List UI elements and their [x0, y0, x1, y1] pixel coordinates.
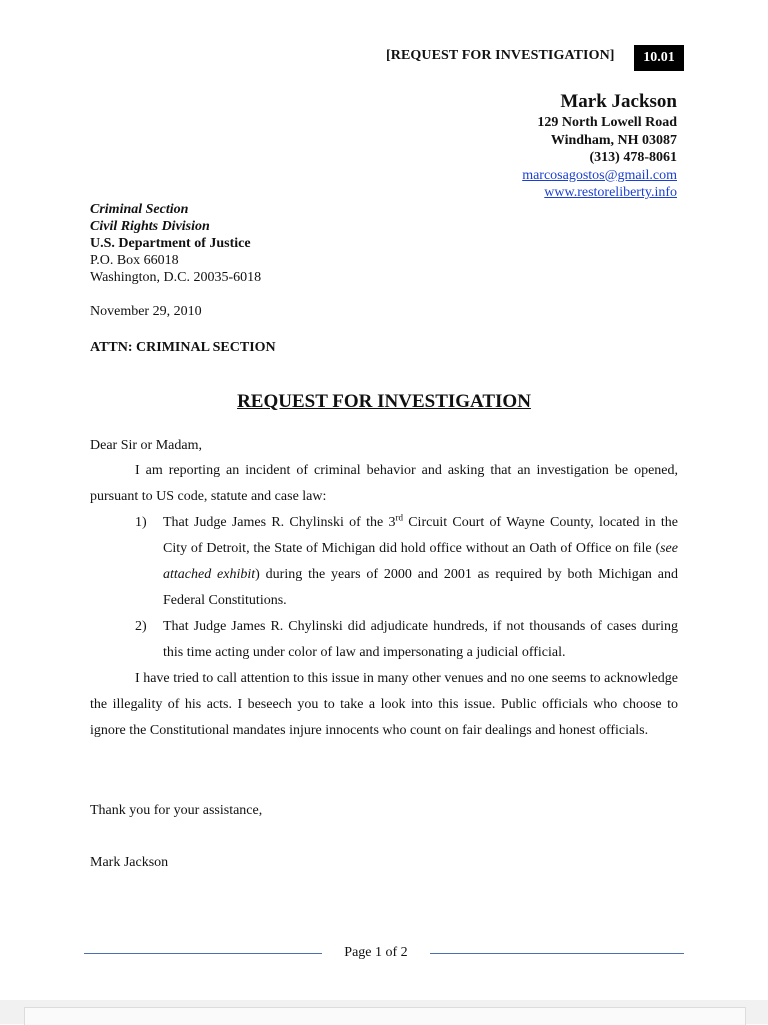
recipient-section: Criminal Section [90, 202, 189, 217]
list-item-number: 2) [135, 619, 147, 634]
recipient-city: Washington, D.C. 20035-6018 [90, 270, 262, 285]
recipient-division: Civil Rights Division [90, 219, 210, 234]
opening-paragraph: I am reporting an incident of criminal behavior and asking that an investigation be opened, pursuant to US code, statute and case law: [90, 463, 678, 504]
ordinal-suffix: rd [395, 512, 403, 523]
section-number-badge: 10.01 [634, 45, 684, 71]
footer-rule-left [84, 953, 322, 954]
list-item-number: 1) [135, 515, 147, 530]
list-item-text-middle: Circuit Court of Wayne County, located in the City of Detroit, the State of Michigan did hold office without an Oath of Office on file ( [163, 515, 679, 556]
allegations-list [90, 510, 678, 666]
letter-title: REQUEST FOR INVESTIGATION [237, 391, 531, 412]
sender-email-link[interactable]: marcosagostos@gmail.com [522, 167, 677, 183]
salutation: Dear Sir or Madam, [90, 438, 202, 453]
sender-name: Mark Jackson [560, 91, 677, 112]
list-item [90, 614, 678, 666]
signature-name: Mark Jackson [90, 855, 169, 870]
list-item-text-end: ) during the years of 2000 and 2001 as required by both Michigan and Federal Constitutions. [163, 567, 678, 608]
page-number: Page 1 of 2 [344, 945, 408, 960]
attention-line: ATTN: CRIMINAL SECTION [90, 340, 276, 355]
recipient-address-block [90, 201, 261, 286]
exhibit-reference: see attached exhibit [163, 541, 678, 582]
header-title: [REQUEST FOR INVESTIGATION] [386, 48, 615, 63]
footer-rule-right [430, 953, 684, 954]
list-item [90, 510, 678, 614]
sender-website-link[interactable]: www.restoreliberty.info [544, 185, 677, 200]
list-item-text: That Judge James R. Chylinski did adjudicate hundreds, if not thousands of cases during this time acting under color of law and impersonating a judicial official. [163, 619, 678, 660]
list-item-text-start: That Judge James R. Chylinski of the 3 [163, 515, 396, 530]
sender-street: 129 North Lowell Road [537, 115, 677, 130]
recipient-department: U.S. Department of Justice [90, 236, 251, 251]
complimentary-close: Thank you for your assistance, [90, 803, 263, 818]
letter-date: November 29, 2010 [90, 304, 202, 319]
sender-city: Windham, NH 03087 [550, 132, 677, 148]
recipient-po-box: P.O. Box 66018 [90, 253, 179, 268]
next-page-edge[interactable] [24, 1007, 746, 1025]
sender-phone: (313) 478-8061 [589, 150, 677, 165]
closing-paragraph: I have tried to call attention to this issue in many other venues and no one seems to acknowledge the illegality of his acts. I beseech you to take a look into this issue. Public officials who choose to ignore the Constitutional mandates injure innocents who count on fair dealings and honest officials. [90, 671, 678, 738]
sender-address-block [522, 90, 677, 202]
